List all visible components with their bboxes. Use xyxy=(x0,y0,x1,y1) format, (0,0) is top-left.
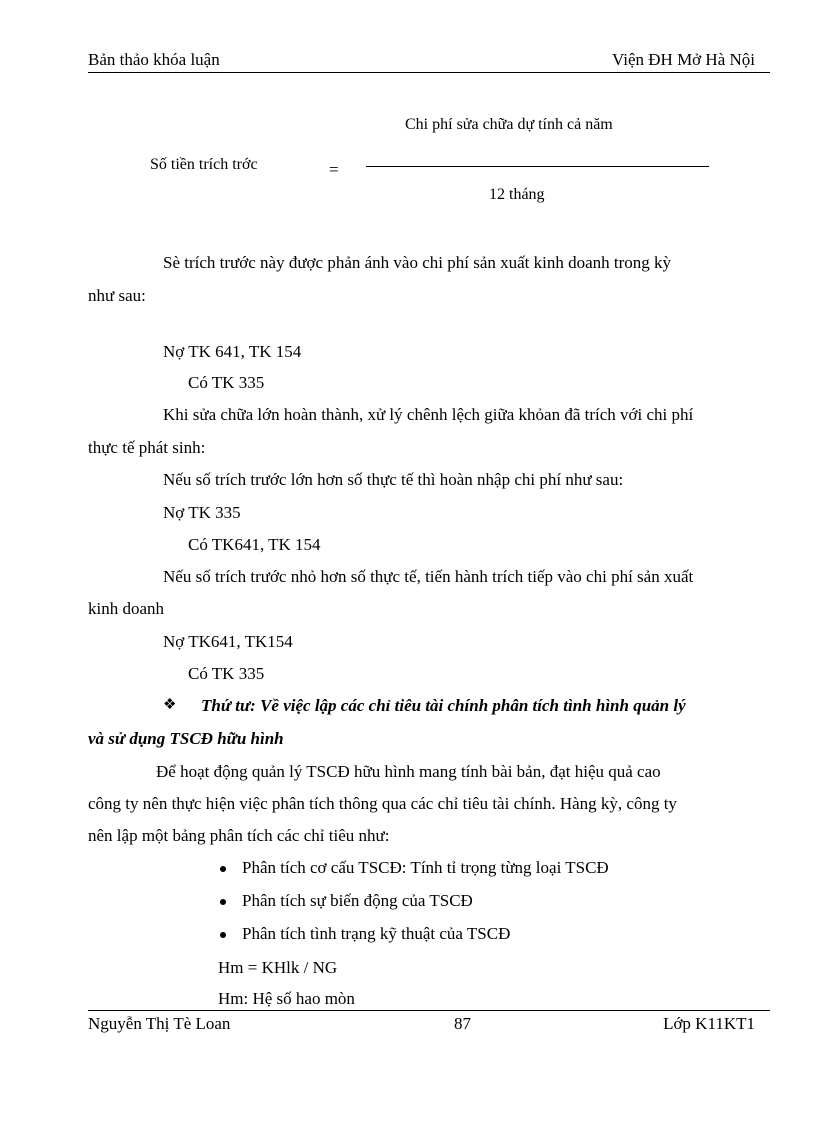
paragraph-2-line-2: thực tế phát sinh: xyxy=(88,438,206,457)
footer-rule xyxy=(88,1010,770,1011)
section-heading-line-1: Thứ tư: Về việc lập các chỉ tiêu tài chính phân tích tình hình quản lý xyxy=(201,696,686,715)
paragraph-3: Nếu số trích trước lớn hơn số thực tế thì hoàn nhập chi phí như sau: xyxy=(163,470,624,489)
bullet-item: Phân tích tình trạng kỹ thuật của TSCĐ xyxy=(242,924,511,943)
entry-debit-2: Nợ TK 335 xyxy=(163,503,241,522)
entry-credit-2: Có TK641, TK 154 xyxy=(188,535,321,554)
bullet-icon xyxy=(220,932,226,938)
fraction-bar xyxy=(366,166,709,167)
formula-equals: = xyxy=(329,160,339,179)
header-left: Bản thảo khóa luận xyxy=(88,50,220,69)
page-number: 87 xyxy=(454,1014,471,1033)
paragraph-4-line-1: Nếu số trích trước nhỏ hơn số thực tế, tiến hành trích tiếp vào chi phí sản xuất xyxy=(163,567,694,586)
formula-numerator: Chi phí sửa chữa dự tính cả năm xyxy=(405,116,613,133)
section-heading-line-2: và sử dụng TSCĐ hữu hình xyxy=(88,729,284,748)
paragraph-4-line-2: kinh doanh xyxy=(88,599,165,618)
entry-credit-3: Có TK 335 xyxy=(188,664,265,683)
formula-label: Số tiền trích trớc xyxy=(150,156,258,173)
entry-credit-1: Có TK 335 xyxy=(188,373,265,392)
header-rule xyxy=(88,72,770,73)
paragraph-5-line-3: nên lập một bảng phân tích các chỉ tiêu như: xyxy=(88,826,390,845)
paragraph-2-line-1: Khi sửa chữa lớn hoàn thành, xử lý chênh lệch giữa khỏan đã trích với chi phí xyxy=(163,405,694,424)
footer-class: Lớp K11KT1 xyxy=(663,1014,755,1033)
formula-hm-definition: Hm: Hệ số hao mòn xyxy=(218,989,355,1008)
footer-author: Nguyễn Thị Tè Loan xyxy=(88,1014,231,1033)
entry-debit-3: Nợ TK641, TK154 xyxy=(163,632,293,651)
header-right: Viện ĐH Mở Hà Nội xyxy=(611,50,755,69)
bullet-item: Phân tích sự biến động của TSCĐ xyxy=(242,891,473,910)
formula-hm: Hm = KHlk / NG xyxy=(218,958,338,977)
paragraph-1-line-1: Sè trích trước này được phản ánh vào chi phí sản xuất kinh doanh trong kỳ xyxy=(163,253,672,272)
heading-diamond-icon: ❖ xyxy=(163,697,177,713)
paragraph-1-line-2: như sau: xyxy=(88,286,146,305)
paragraph-5-line-2: công ty nên thực hiện việc phân tích thông qua các chỉ tiêu tài chính. Hàng kỳ, công ty xyxy=(88,794,677,813)
bullet-item: Phân tích cơ cấu TSCĐ: Tính tỉ trọng từng loại TSCĐ xyxy=(242,858,609,877)
paragraph-5-line-1: Để hoạt động quản lý TSCĐ hữu hình mang tính bài bản, đạt hiệu quả cao xyxy=(156,762,661,781)
entry-debit-1: Nợ TK 641, TK 154 xyxy=(163,342,302,361)
bullet-icon xyxy=(220,899,226,905)
bullet-icon xyxy=(220,866,226,872)
formula-denominator: 12 tháng xyxy=(489,186,545,203)
